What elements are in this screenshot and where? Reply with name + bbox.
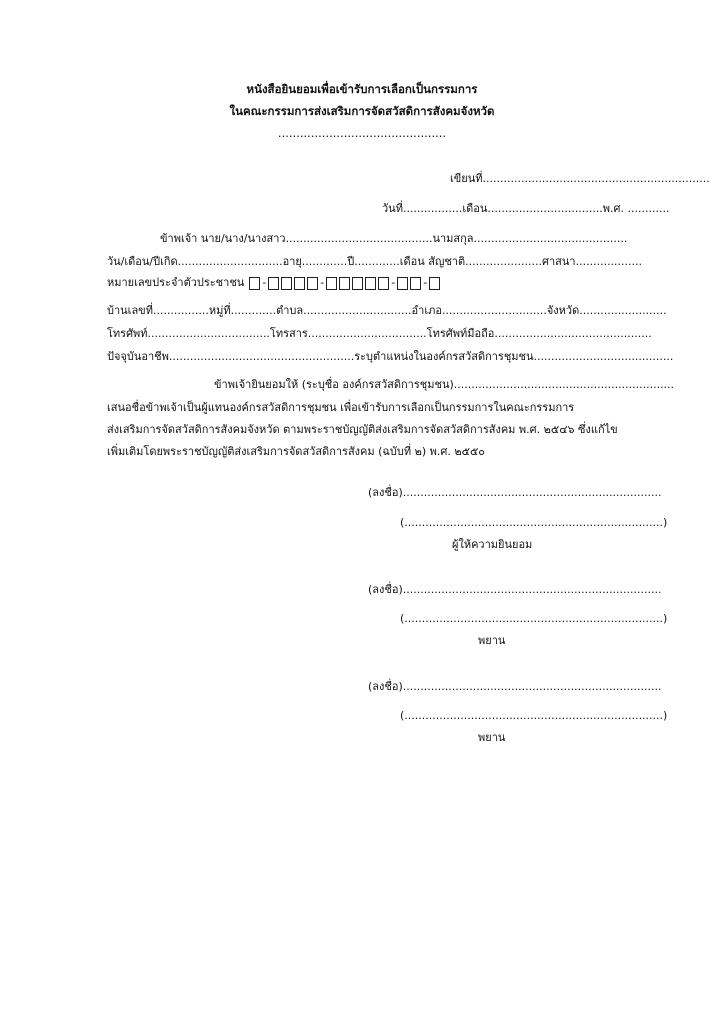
form-title-line1: หนังสือยินยอมเพื่อเข้ารับการเลือกเป็นกรรมการ — [246, 82, 478, 96]
paragraph-line2: ส่งเสริมการจัดสวัสดิการสังคมจังหวัด ตามพระราชบัญญัติส่งเสริมการจัดสวัสดิการสังคม พ.ศ. ๒๕๔๖ ซึ่งแก้ไข — [107, 423, 618, 436]
address-field: บ้านเลขที่................หมู่ที่.............ตำบล...............................อำเภอ..............................จังหวัด......................... — [107, 304, 667, 317]
id-separator: - — [391, 276, 396, 289]
id-digit-box[interactable] — [307, 277, 318, 290]
signature-role-witness-2: พยาน — [478, 731, 506, 744]
id-digit-box[interactable] — [268, 277, 279, 290]
id-separator: - — [423, 276, 428, 289]
id-number-row — [107, 276, 441, 290]
id-number-boxes — [248, 276, 441, 290]
id-digit-box[interactable] — [365, 277, 376, 290]
id-digit-box[interactable] — [410, 277, 421, 290]
signature-role-consenter: ผู้ให้ความยินยอม — [452, 538, 533, 551]
signature-line-witness-1: (ลงชื่อ).......................................................................... — [368, 583, 662, 596]
signature-line-consenter: (ลงชื่อ).......................................................................... — [368, 486, 662, 499]
id-digit-box[interactable] — [294, 277, 305, 290]
id-separator: - — [320, 276, 325, 289]
id-number-label: หมายเลขประจำตัวประชาชน — [107, 276, 245, 289]
signature-name-witness-2: (..........................................................................) — [400, 709, 668, 722]
signature-line-witness-2: (ลงชื่อ).......................................................................... — [368, 680, 662, 693]
id-digit-box[interactable] — [397, 277, 408, 290]
id-digit-box[interactable] — [326, 277, 337, 290]
id-digit-box[interactable] — [352, 277, 363, 290]
occupation-field: ปัจจุบันอาชีพ.....................................................ระบุตำแหน่งในองค์กรสวัสดิการชุมชน........................................ — [107, 350, 674, 363]
id-digit-box[interactable] — [281, 277, 292, 290]
form-title-line2: ในคณะกรรมการส่งเสริมการจัดสวัสดิการสังคมจังหวัด — [229, 104, 495, 118]
id-digit-box[interactable] — [378, 277, 389, 290]
id-digit-box[interactable] — [339, 277, 350, 290]
date-field: วันที่.................เดือน.................................พ.ศ. ............ — [382, 202, 670, 215]
phone-field: โทรศัพท์...................................โทรสาร..................................โทรศัพท์มือถือ............................................. — [107, 327, 652, 340]
id-digit-box[interactable] — [249, 277, 260, 290]
consent-line: ข้าพเจ้ายินยอมให้ (ระบุชื่อ องค์กรสวัสดิการชุมชน)............................................................... — [214, 378, 675, 391]
name-field: ข้าพเจ้า นาย/นาง/นางสาว..........................................นามสกุล............................................ — [160, 232, 628, 245]
written-at-field: เขียนที่................................................................. — [450, 172, 710, 185]
id-digit-box[interactable] — [429, 277, 440, 290]
signature-name-witness-1: (..........................................................................) — [400, 612, 668, 625]
id-separator: - — [262, 276, 267, 289]
paragraph-line1: เสนอชื่อข้าพเจ้าเป็นผู้แทนองค์กรสวัสดิการชุมชน เพื่อเข้ารับการเลือกเป็นกรรมการในคณะกรรมการ — [107, 401, 575, 414]
birth-field: วัน/เดือน/ปีเกิด..............................อายุ.............ปี.............เดือน สัญชาติ......................ศาสนา................... — [107, 255, 643, 268]
signature-name-consenter: (..........................................................................) — [400, 516, 668, 529]
form-title-line3: .............................................. — [277, 126, 447, 140]
signature-role-witness-1: พยาน — [478, 634, 506, 647]
paragraph-line3: เพิ่มเติมโดยพระราชบัญญัติส่งเสริมการจัดสวัสดิการสังคม (ฉบับที่ ๒) พ.ศ. ๒๕๕๐ — [107, 445, 486, 458]
